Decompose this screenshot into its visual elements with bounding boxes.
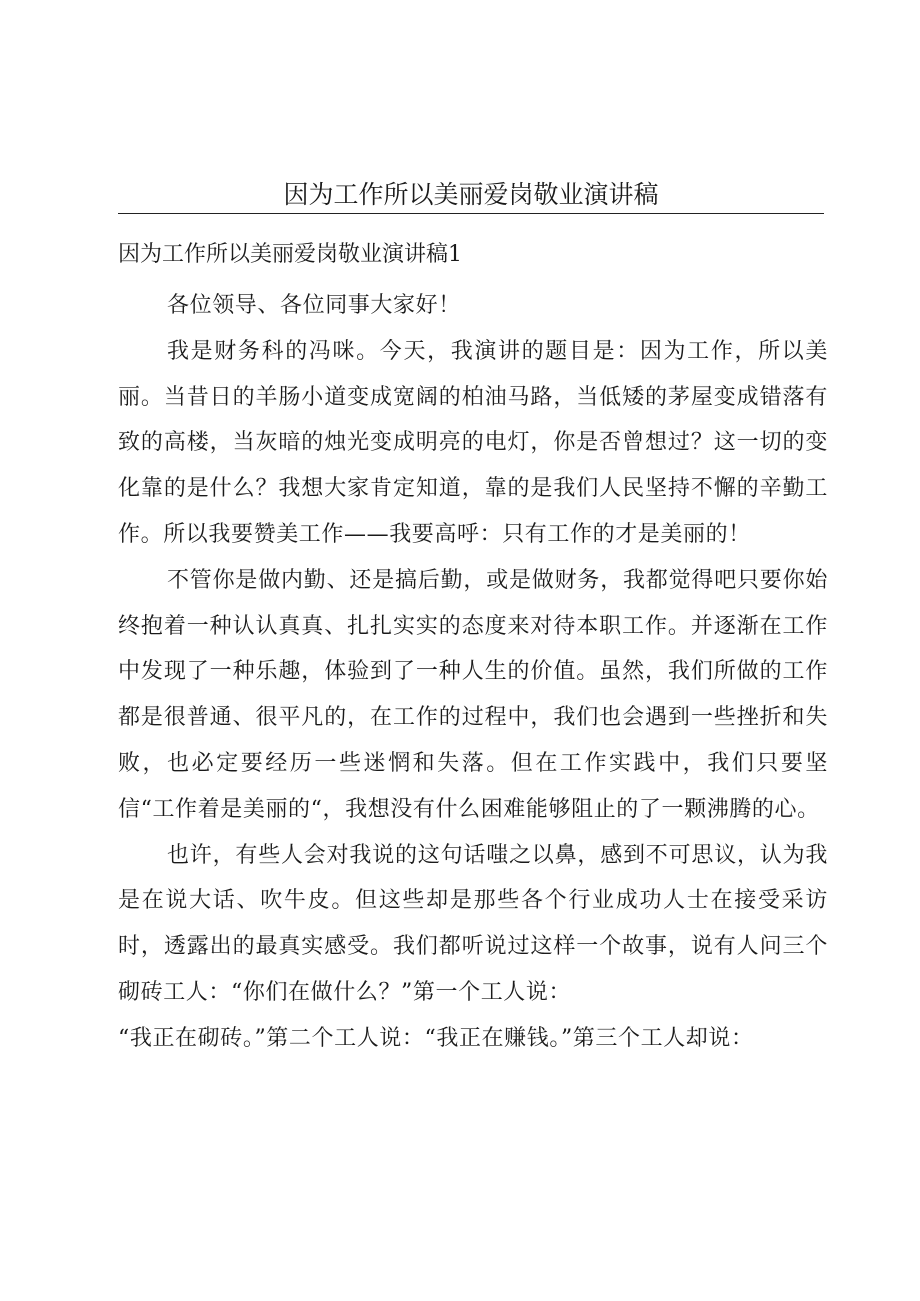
paragraph-intro: 我是财务科的冯咪。今天，我演讲的题目是：因为工作，所以美丽。当昔日的羊肠小道变成宽阔的柏油马路，当低矮的茅屋变成错落有致的高楼，当灰暗的烛光变成明亮的电灯，你是否曾想过？这一切的变化靠的是什么？我想大家肯定知道，靠的是我们人民坚持不懈的辛勤工作。所以我要赞美工作——我要高呼：只有工作的才是美丽的！ [118,338,828,547]
paragraph-greeting: 各位领导、各位同事大家好！ [167,293,461,318]
paragraph-attitude: 不管你是做内勤、还是搞后勤，或是做财务，我都觉得吧只要你始终抱着一种认认真真、扎扎实实的态度来对待本职工作。并逐渐在工作中发现了一种乐趣，体验到了一种人生的价值。虽然，我们所做的工作都是很普通、很平凡的，在工作的过程中，我们也会遇到一些挫折和失败，也必定要经历一些迷惘和失落。但在工作实践中，我们只要坚信“工作着是美丽的“，我想没有什么困难能够阻止的了一颗沸腾的心。 [118,567,828,822]
paragraph-story-continued: “我正在砌砖。”第二个工人说：“我正在赚钱。”第三个工人却说： [118,1025,754,1051]
document-title: 因为工作所以美丽爱岗敬业演讲稿 [283,180,659,209]
title-underline [118,213,824,214]
section-heading: 因为工作所以美丽爱岗敬业演讲稿1 [118,242,462,267]
document-body [118,283,828,1062]
paragraph-story: 也许，有些人会对我说的这句话嗤之以鼻，感到不可思议，认为我是在说大话、吹牛皮。但这些却是那些各个行业成功人士在接受采访时，透露出的最真实感受。我们都听说过这样一个故事，说有人问三个砌砖工人：“你们在做什么？”第一个工人说： [118,842,828,1005]
